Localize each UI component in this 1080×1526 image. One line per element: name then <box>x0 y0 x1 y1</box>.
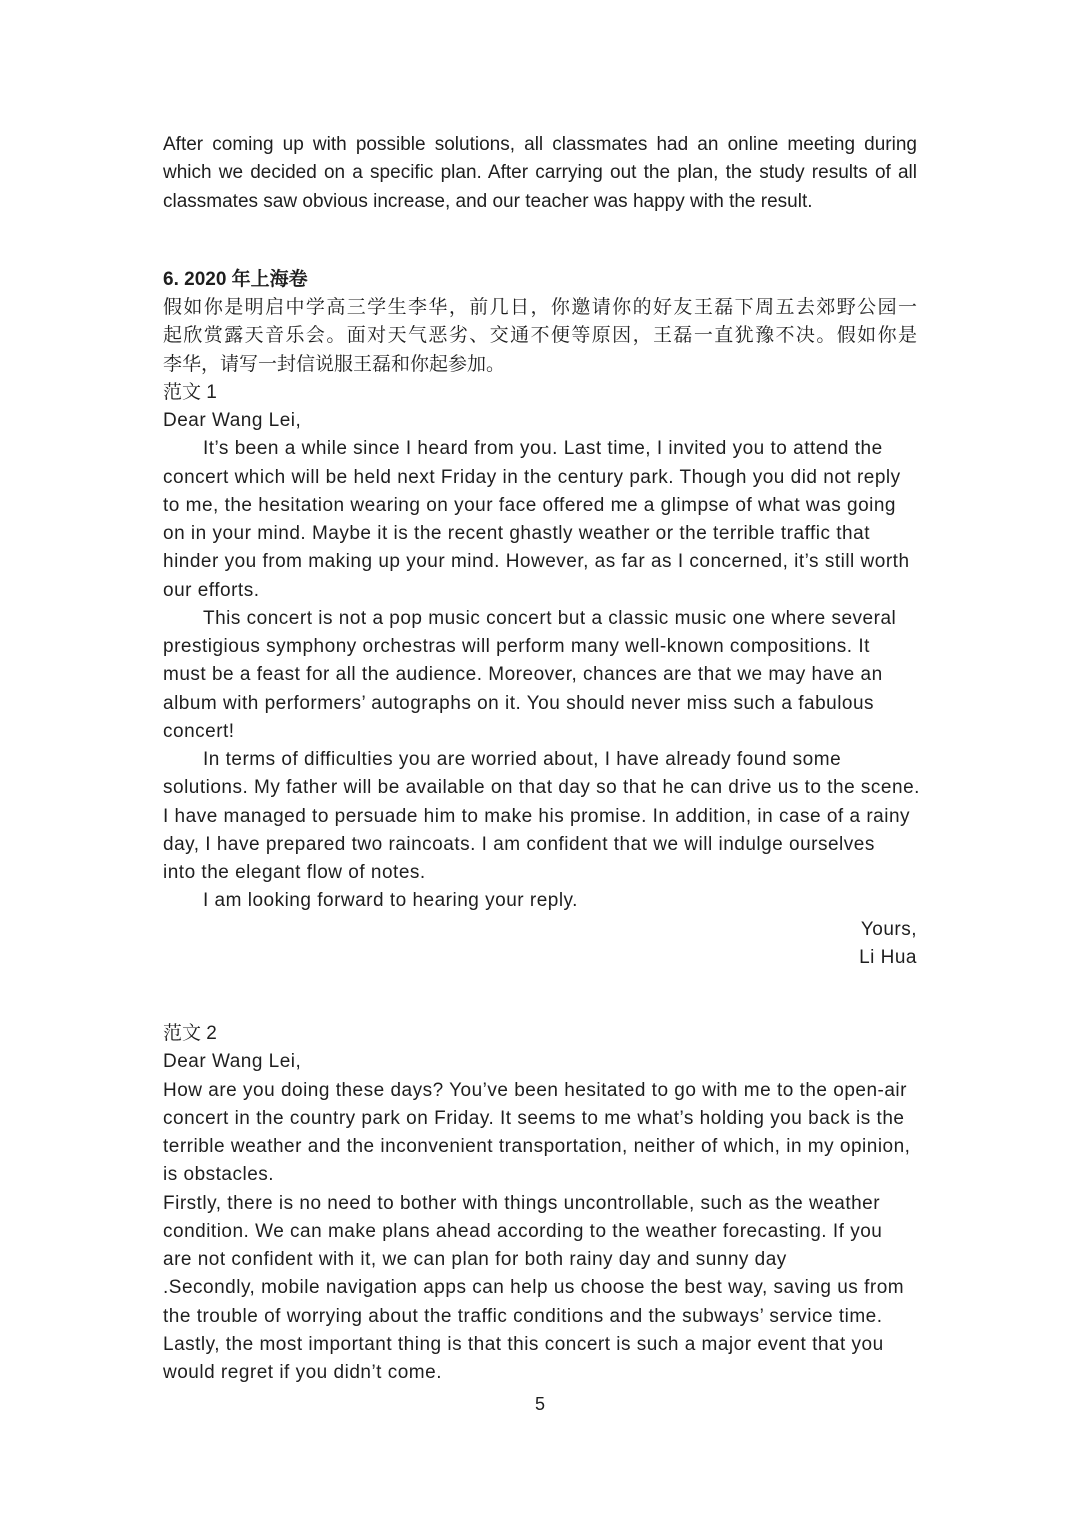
intro-line: which we decided on a specific plan. After carrying out the plan, the study results of all <box>163 162 917 184</box>
letter-closing: Yours, <box>860 918 917 940</box>
salutation: Dear Wang Lei, <box>163 410 302 431</box>
letter-line: on in your mind. Maybe it is the recent ghastly weather or the terrible traffic that <box>163 523 870 544</box>
letter-paragraph <box>163 1274 917 1331</box>
letter-line: album with performers’ autographs on it. You should never miss such a fabulous <box>163 692 875 714</box>
letter-line: day, I have prepared two raincoats. I am confident that we will indulge ourselves <box>163 833 875 855</box>
task-prompt <box>163 294 917 379</box>
letter-line: .Secondly, mobile navigation apps can help us choose the best way, saving us from <box>163 1277 905 1299</box>
sample-label: 范文 2 <box>163 1023 217 1044</box>
letter-line: our efforts. <box>163 579 260 601</box>
letter-line: must be a feast for all the audience. Moreover, chances are that we may have an <box>163 664 883 686</box>
letter-line: to me, the hesitation wearing on your face offered me a glimpse of what was going <box>163 494 896 516</box>
letter-paragraph <box>163 435 917 605</box>
prompt-line: 假如你是明启中学高三学生李华，前几日，你邀请你的好友王磊下周五去郊野公园一 <box>163 297 917 318</box>
letter-line: would regret if you didn’t come. <box>163 1362 442 1383</box>
letter-line: I am looking forward to hearing your reply. <box>203 890 578 912</box>
prompt-line: 起欣赏露天音乐会。面对天气恶劣、交通不便等原因，王磊一直犹豫不决。假如你是 <box>163 325 917 347</box>
letter-line: Lastly, the most important thing is that this concert is such a major event that you <box>163 1333 884 1355</box>
sample-label: 范文 1 <box>163 381 217 403</box>
letter-line: Firstly, there is no need to bother with things uncontrollable, such as the weather <box>163 1192 881 1214</box>
letter-line: concert which will be held next Friday in the century park. Though you did not reply <box>163 466 901 488</box>
letter-paragraph <box>163 1077 917 1190</box>
letter-line: solutions. My father will be available on that day so that he can drive us to the scene. <box>163 777 920 799</box>
intro-paragraph <box>163 131 917 216</box>
letter-line: I have managed to persuade him to make his promise. In addition, in case of a rainy <box>163 805 911 827</box>
exam-section <box>163 266 920 1388</box>
intro-line: classmates saw obvious increase, and our teacher was happy with the result. <box>163 190 813 212</box>
intro-line: After coming up with possible solutions, all classmates had an online meeting during <box>163 134 917 155</box>
page-content <box>163 131 920 1387</box>
letter-line: the trouble of worrying about the traffic conditions and the subways’ service time. <box>163 1305 883 1327</box>
letter-signature: Li Hua <box>859 946 917 968</box>
letter-line: In terms of difficulties you are worried about, I have already found some <box>203 749 842 770</box>
letter-line: It’s been a while since I heard from you. Last time, I invited you to attend the <box>203 438 883 460</box>
letter-line: How are you doing these days? You’ve been hesitated to go with me to the open-air <box>163 1079 907 1101</box>
letter-line: concert! <box>163 720 235 742</box>
letter-paragraph <box>163 605 917 746</box>
letter-paragraph <box>163 887 917 915</box>
letter-line: into the elegant flow of notes. <box>163 862 426 883</box>
letter-line: prestigious symphony orchestras will perform many well-known compositions. It <box>163 636 870 657</box>
letter-line: terrible weather and the inconvenient transportation, neither of which, in my opinion, <box>163 1136 911 1157</box>
prompt-line: 李华，请写一封信说服王磊和你起参加。 <box>163 353 506 375</box>
sample-essay-2 <box>163 1020 917 1387</box>
letter-paragraph <box>163 746 920 887</box>
sample-essay-1 <box>163 379 920 972</box>
letter-line: concert in the country park on Friday. It seems to me what’s holding you back is the <box>163 1107 905 1129</box>
letter-paragraph <box>163 1331 917 1388</box>
letter-line: condition. We can make plans ahead according to the weather forecasting. If you <box>163 1220 883 1242</box>
letter-line: are not confident with it, we can plan for both rainy day and sunny day <box>163 1249 787 1270</box>
letter-line: is obstacles. <box>163 1164 275 1186</box>
letter-line: This concert is not a pop music concert but a classic music one where several <box>203 607 897 629</box>
salutation: Dear Wang Lei, <box>163 1051 302 1073</box>
page-number: 5 <box>534 1394 545 1414</box>
letter-paragraph <box>163 1190 917 1275</box>
section-heading: 6. 2020 年上海卷 <box>163 268 308 290</box>
letter-line: hinder you from making up your mind. However, as far as I concerned, it’s still worth <box>163 551 910 573</box>
